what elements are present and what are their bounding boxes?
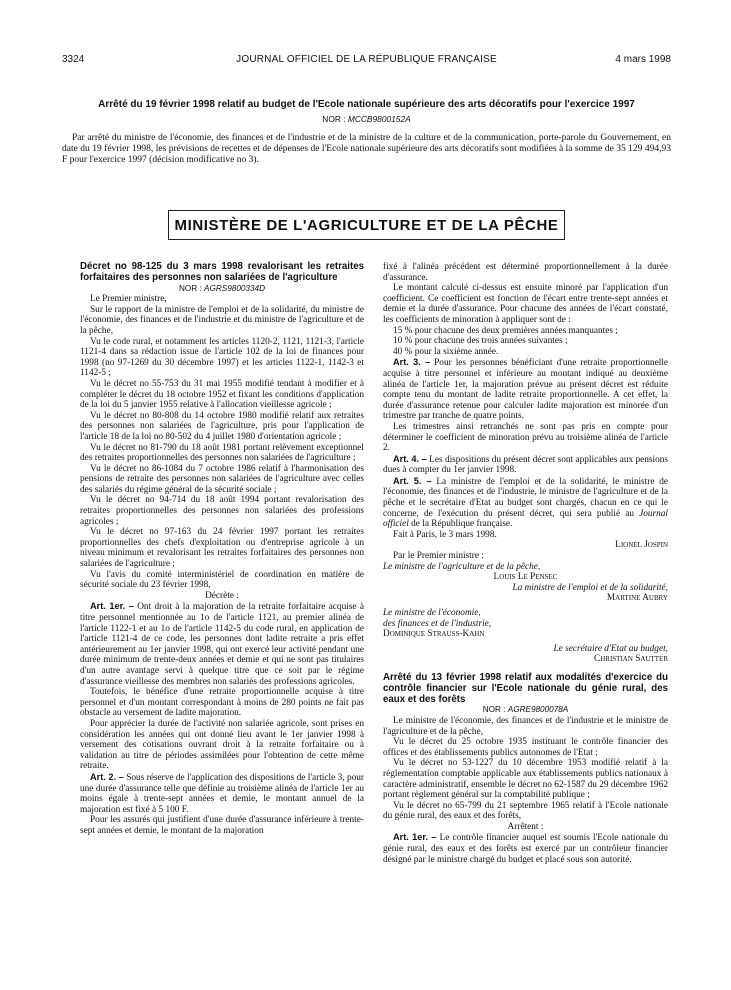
arrete-1-body: Par arrêté du ministre de l'économie, des finances et de l'industrie et de la ministre de la culture et de la communication, porte-parole du Gouvernement, en date du 19 février 1998, les prévisions de recettes et de dépenses de l'Ecole nationale supérieure des arts décoratifs sont modifiées à la somme de 35 129 494,93 F pour l'exercice 1997 (décision modificative no 3). bbox=[62, 133, 671, 165]
arrete-1-nor bbox=[62, 114, 671, 124]
min-eco-title-2: des finances et de l'industrie, bbox=[383, 618, 492, 629]
decret-title: Décret no 98-125 du 3 mars 1998 revalorisant les retraites forfaitaires des personnes non salariées de l'agriculture bbox=[80, 261, 364, 283]
coef-item-1: 15 % pour chacune des deux premières années manquantes ; bbox=[393, 325, 618, 336]
article-4-text: Les dispositions du présent décret sont applicables aux pensions dues à compter du 1er janvier 1998. bbox=[383, 454, 669, 476]
article-2-p2: Pour les assurés qui justifient d'une durée d'assurance inférieure à trente-sept années et demie, le montant de la majoration bbox=[80, 815, 364, 836]
decret-r1: fixé à l'alinéa précédent est déterminé proportionnellement à la durée d'assurance. bbox=[383, 262, 668, 283]
article-1-p2: Toutefois, le bénéfice d'une retraite proportionnelle acquise à titre personnel et d'un montant correspondant à moins de 280 points ne fait pas obstacle au versement de ladite majoration. bbox=[80, 687, 364, 719]
article-1-p3: Pour apprécier la durée de l'activité non salariée agricole, sont prises en considération les années qui ont donné lieu avant le 1er janvier 1998 à versement des cotisations ouvrant droit à la retraite forfaitaire ou à validation au titre de périodes assimilées pour l'obtention de cette même retraite. bbox=[80, 718, 364, 772]
article-3-text: Pour les personnes bénéficiant d'une retraite proportionnelle acquise à titre personnel et inférieure au montant indiqué au deuxième alinéa de l'article 1er, la majoration prévue au présent décret est réduite compte tenu du montant de ladite retraite proportionnelle. A cet effet, la durée d'assurance retenue pour calculer ladite majoration est minorée d'un trimestre par tranche de quatre points. bbox=[383, 358, 668, 422]
arrete-2-p4: Vu le décret no 65-799 du 21 septembre 1965 relatif à l'Ecole nationale du génie rural, des eaux et des forêts, bbox=[383, 800, 668, 822]
coef-item-3: 40 % pour la sixième année. bbox=[393, 346, 499, 357]
decret-p9: Vu le décret no 97-163 du 24 février 1997 portant les retraites proportionnelles des chefs d'exploitation ou d'entreprise agricole à un niveau minimum et revalorisant les retraites forfaitaires des personnes non salariées de l'agriculture ; bbox=[80, 527, 364, 570]
decret-p7: Vu le décret no 86-1084 du 7 octobre 1986 relatif à l'harmonisation des pensions de retraite des personnes non salariées de l'agriculture avec celles des salariés du régime général de la sécurité sociale ; bbox=[80, 463, 364, 495]
article-4-label: Art. 4. – bbox=[393, 453, 427, 464]
min-eco-title-1: Le ministre de l'économie, bbox=[383, 608, 481, 618]
issue-date: 4 mars 1998 bbox=[615, 54, 671, 65]
min-emploi-title: La ministre de l'emploi et de la solidarité, bbox=[512, 582, 668, 593]
min-agri-name: Louis Le Pensec bbox=[493, 572, 558, 583]
decret-p8: Vu le décret no 94-714 du 18 août 1994 portant revalorisation des retraites proportionnelles des personnes non salariées des professions agricoles ; bbox=[80, 495, 364, 527]
nor-code: AGRE9800078A bbox=[507, 705, 569, 715]
decret-nor bbox=[80, 284, 364, 295]
article-1-text: Ont droit à la majoration de la retraite forfaitaire acquise à titre personnel mentionnée au 1o de l'article 1121, au premier alinéa de l'article 1122-1 et au 1o de l'article 1142-5 du code rural, en application de l'article 1121-4 de ce code, les personnes dont ladite retraite a pris effet antérieurement au 1er janvier 1998, qui ont exercé leur activité pendant une durée minimum de trente-deux années et demie et qui ne sont pas titulaires d'un autre avantage servi à quelque titre que ce soit par le régime d'assurance vieillesse des membres non salariés des professions agricoles. bbox=[80, 602, 364, 687]
arrete-2-article-1 bbox=[383, 832, 668, 865]
article-3-label: Art. 3. – bbox=[393, 357, 431, 368]
sec-budget-name: Christian Sautter bbox=[594, 654, 668, 665]
min-eco-name: Dominique Strauss-Kahn bbox=[383, 629, 485, 640]
article-1-label: Art. 1er. – bbox=[90, 601, 134, 612]
arrete-2-p1: Le ministre de l'économie, des finances et de l'industrie et le ministre de l'agriculture et de la pêche, bbox=[383, 715, 668, 737]
article-4 bbox=[383, 454, 668, 476]
article-5 bbox=[383, 476, 668, 530]
nor-code: MCCB9800152A bbox=[347, 114, 411, 124]
article-5-journal: Journal officiel bbox=[383, 508, 669, 530]
article-5-text-a: La ministre de l'emploi et de la solidarité, le ministre de l'économie, des finances et de l'industrie, le ministre de l'agriculture et de la pêche et le secrétaire d'Etat au budget sont chargés, chacun en ce qui le concerne, de l'exécution du présent décret, qui sera publié au bbox=[383, 476, 669, 519]
par-le-premier-ministre: Par le Premier ministre : bbox=[393, 551, 484, 562]
article-1 bbox=[80, 601, 364, 687]
arrete-2-article-1-text: Le contrôle financier auquel est soumis l'Ecole nationale du génie rural, des eaux et des forêts est exercé par un contrôleur financier désigné par le ministre chargé du budget et placé sous son autorité. bbox=[383, 833, 669, 865]
decret-p5: Vu le décret no 80-808 du 14 octobre 1980 modifié relatif aux retraites des personnes non salariées de l'agriculture, pris pour l'application de l'article 18 de la loi no 80-502 du 4 juillet 1980 d'orientation agricole ; bbox=[80, 410, 364, 442]
arrete-1-title: Arrêté du 19 février 1998 relatif au budget de l'Ecole nationale supérieure des arts décoratifs pour l'exercice 1997 bbox=[98, 99, 635, 110]
arrete-2-p2: Vu le décret du 25 octobre 1935 instituant le contrôle financier des offices et des établissements publics autonomes de l'Etat ; bbox=[383, 737, 668, 758]
arrete-2-nor bbox=[383, 705, 668, 716]
decrete: Décrète : bbox=[205, 590, 239, 601]
arretent: Arrêtent : bbox=[507, 821, 544, 832]
decret-p2: Sur le rapport de la ministre de l'emploi et de la solidarité, du ministre de l'économie, des finances et de l'industrie et du ministre de l'agriculture et de la pêche, bbox=[80, 304, 364, 336]
decret-p1: Le Premier ministre, bbox=[90, 294, 167, 305]
nor-label: NOR : bbox=[482, 705, 506, 715]
ministry-banner: MINISTÈRE DE L'AGRICULTURE ET DE LA PÊCHE bbox=[168, 210, 565, 240]
arrete-2-p3: Vu le décret no 53-1227 du 10 décembre 1953 modifié relatif à la réglementation comptable applicable aux établissements publics nationaux à caractère administratif, ensemble le décret no 62-1587 du 29 décembre 1962 portant règlement général sur la comptabilité publique ; bbox=[383, 758, 668, 801]
min-agri-title: Le ministre de l'agriculture et de la pêche, bbox=[383, 561, 541, 572]
page-header bbox=[62, 54, 671, 68]
article-5-text-b: de la République française. bbox=[411, 519, 513, 530]
arrete-2-title: Arrêté du 13 février 1998 relatif aux modalités d'exercice du contrôle financier sur l'Ecole nationale du génie rural, des eaux et des forêts bbox=[383, 671, 668, 705]
article-2 bbox=[80, 772, 364, 815]
right-column bbox=[383, 262, 668, 865]
nor-label: NOR : bbox=[322, 114, 346, 124]
nor-label: NOR : bbox=[178, 283, 202, 293]
coef-item-2: 10 % pour chacune des trois années suivantes ; bbox=[393, 336, 568, 347]
article-3 bbox=[383, 357, 668, 422]
journal-title: JOURNAL OFFICIEL DE LA RÉPUBLIQUE FRANÇAISE bbox=[236, 54, 497, 65]
page-number: 3324 bbox=[62, 54, 85, 65]
decret-p3: Vu le code rural, et notamment les articles 1120-2, 1121, 1121-3, l'article 1121-4 dans sa rédaction issue de l'article 102 de la loi de finances pour 1998 (no 97-1269 du 30 décembre 1997) et les articles 1122-1, 1142-3 et 1142-5 ; bbox=[80, 336, 364, 379]
article-5-label: Art. 5. – bbox=[393, 475, 432, 486]
decret-p4: Vu le décret no 55-753 du 31 mai 1955 modifié tendant à modifier et à compléter le décret du 18 octobre 1952 et fixant les conditions d'application de la loi du 5 janvier 1955 relative à l'allocation vieillesse agricole ; bbox=[80, 378, 364, 411]
sec-budget-title: Le secrétaire d'Etat au budget, bbox=[553, 643, 668, 654]
nor-code: AGRS9800334D bbox=[204, 283, 266, 293]
decret-p10: Vu l'avis du comité interministériel de coordination en matière de sécurité sociale du 23 février 1998, bbox=[80, 569, 364, 591]
decret-p6: Vu le décret no 81-790 du 18 août 1981 portant relèvement exceptionnel des retraites proportionnelles des personnes non salariées de l'agriculture ; bbox=[80, 442, 364, 464]
fait-a-paris: Fait à Paris, le 3 mars 1998. bbox=[393, 529, 497, 540]
decret-r2: Le montant calculé ci-dessus est ensuite minoré par l'application d'un coefficient. Ce coefficient est fonction de l'écart entre trente-sept années et demie et la durée d'assurance. Pour chacune des années de l'écart constaté, les coefficients de minoration à appliquer sont de : bbox=[383, 283, 668, 325]
arrete-2-article-1-label: Art. 1er. – bbox=[393, 832, 437, 843]
signature-pm: Lionel Jospin bbox=[615, 540, 668, 551]
article-2-label: Art. 2. – bbox=[90, 771, 124, 782]
article-3-p2: Les trimestres ainsi retranchés ne sont pas pris en compte pour déterminer le coefficient de minoration prévu au troisième alinéa de l'article 2. bbox=[383, 421, 668, 454]
left-column bbox=[80, 262, 364, 836]
min-emploi-name: Martine Aubry bbox=[606, 593, 668, 604]
article-2-text: Sous réserve de l'application des dispositions de l'article 3, pour une durée d'assurance telle que définie au troisième alinéa de l'article 1er au moins égale à trente-sept années et demie, le montant annuel de la majoration est fixé à 5 100 F. bbox=[80, 772, 365, 815]
